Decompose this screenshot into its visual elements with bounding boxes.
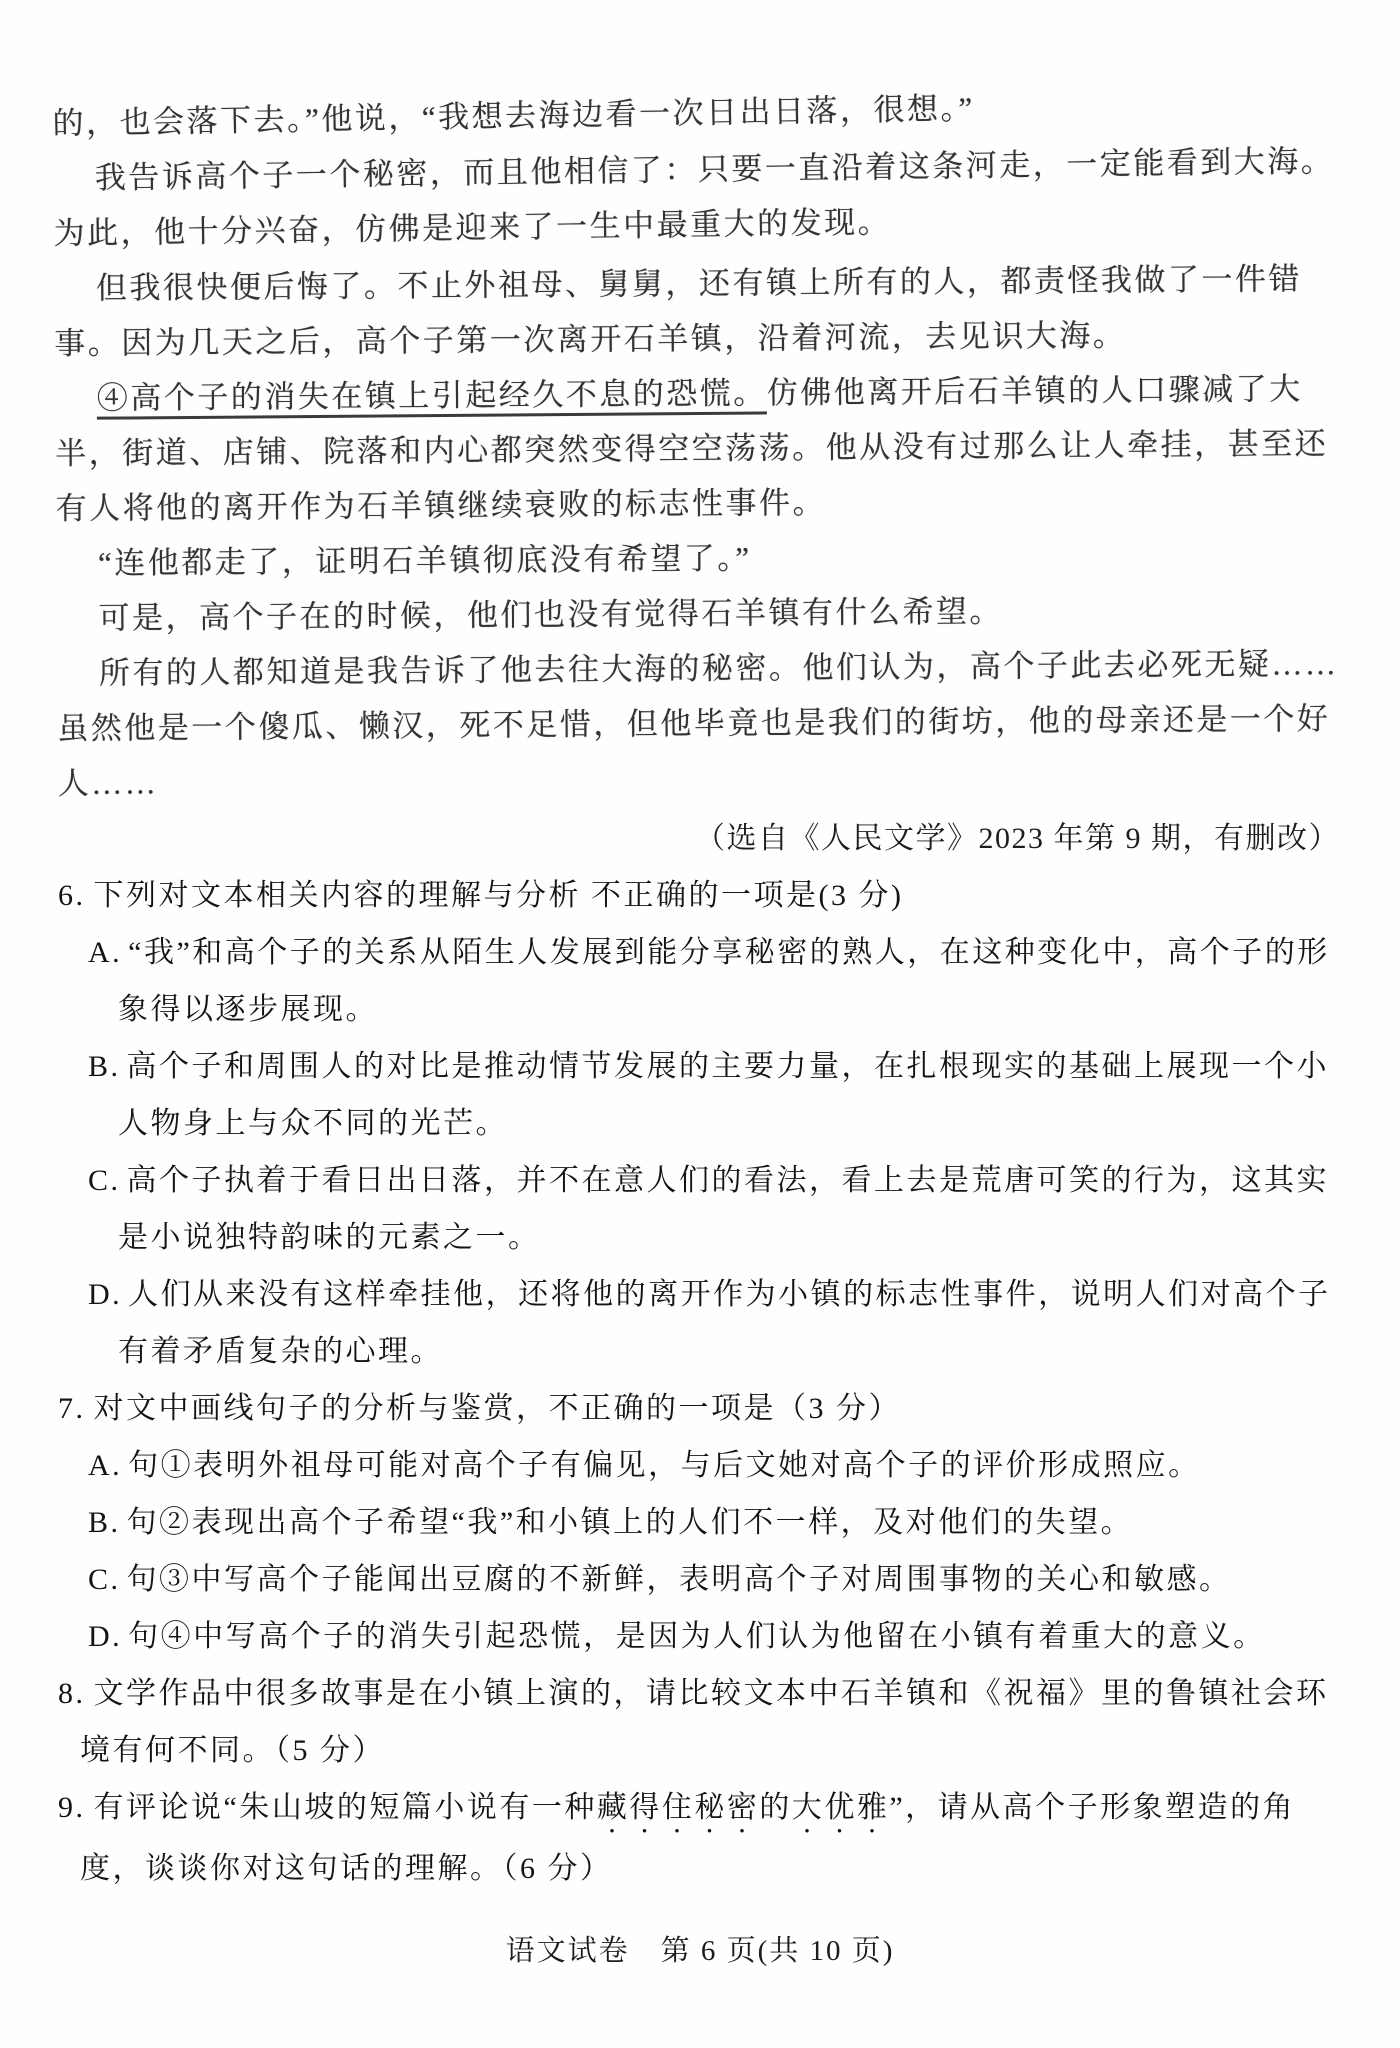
text-segment: ”，请从高个子形象塑造的角度，谈谈你对这句话的理解。（6 分） bbox=[80, 1791, 1296, 1885]
option-label: D. bbox=[88, 1620, 123, 1653]
options-list bbox=[88, 924, 1346, 1380]
passage-paragraph bbox=[56, 581, 1344, 646]
question-number: 7. bbox=[58, 1392, 86, 1425]
option-D bbox=[88, 1608, 1346, 1665]
text-segment: 的 bbox=[759, 1791, 792, 1824]
underlined-sentence: ④高个子的消失在镇上引起经久不息的恐慌。 bbox=[97, 375, 767, 419]
option-label: A. bbox=[88, 936, 123, 969]
question-stem bbox=[58, 867, 1346, 924]
option-text: 句③中写高个子能闻出豆腐的不新鲜，表明高个子对周围事物的关心和敏感。 bbox=[126, 1563, 1232, 1596]
text-segment: 所有的人都知道是我告诉了他去往大海的秘密。他们认为，高个子此去必死无疑……虽然他是一个傻瓜、懒汉，死不足惜，但他毕竟也是我们的街坊，他的母亲还是一个好人…… bbox=[57, 645, 1339, 802]
question-7 bbox=[58, 1380, 1346, 1665]
option-text: 句①表明外祖母可能对高个子有偏见，与后文她对高个子的评价形成照应。 bbox=[128, 1449, 1201, 1482]
text-segment: 对文中画线句子的分析与鉴赏，不正确的一项是（3 分） bbox=[93, 1392, 901, 1425]
option-text: 句②表现出高个子希望“我”和小镇上的人们不一样，及对他们的失望。 bbox=[126, 1506, 1134, 1539]
question-stem bbox=[58, 1665, 1346, 1779]
emphasized-phrase: 大优雅 bbox=[791, 1791, 890, 1824]
option-A bbox=[88, 1437, 1346, 1494]
options-list bbox=[88, 1437, 1346, 1665]
passage-paragraph bbox=[52, 133, 1341, 261]
text-segment: 我告诉高个子一个秘密，而且他相信了：只要一直沿着这条河走，一定能看到大海。为此，他十分兴奋，仿佛是迎来了一生中最重大的发现。 bbox=[53, 143, 1335, 252]
question-6 bbox=[58, 867, 1346, 1380]
option-C bbox=[88, 1152, 1346, 1266]
option-label: C. bbox=[88, 1563, 121, 1596]
option-B bbox=[88, 1494, 1346, 1551]
option-text: 高个子执着于看日出日落，并不在意人们的看法，看上去是荒唐可笑的行为，这其实是小说独特韵味的元素之一。 bbox=[118, 1164, 1330, 1254]
source-attribution: （选自《人民文学》2023 年第 9 期，有删改） bbox=[695, 822, 1340, 855]
passage-paragraph bbox=[57, 636, 1346, 811]
option-C bbox=[88, 1551, 1346, 1608]
option-text: 句④中写高个子的消失引起恐慌，是因为人们认为他留在小镇有着重大的意义。 bbox=[128, 1620, 1266, 1653]
option-label: B. bbox=[88, 1050, 121, 1083]
question-9 bbox=[58, 1779, 1346, 1897]
text-segment: 仿佛他离开后石羊镇的人口骤减了大半，街道、店铺、院落和内心都突然变得空空荡荡。他从没有过那么让人牵挂，甚至还有人将他的离开作为石羊镇继续衰败的标志性事件。 bbox=[55, 371, 1329, 527]
question-stem bbox=[58, 1380, 1346, 1437]
option-D bbox=[88, 1266, 1346, 1380]
option-B bbox=[88, 1038, 1346, 1152]
question-number: 6. bbox=[58, 879, 86, 912]
option-text: 高个子和周围人的对比是推动情节发展的主要力量，在扎根现实的基础上展现一个小人物身上与众不同的光芒。 bbox=[118, 1050, 1330, 1140]
text-segment: 下列对文本相关内容的理解与分析 不正确的一项是(3 分) bbox=[93, 879, 904, 912]
passage bbox=[52, 86, 1346, 811]
option-label: A. bbox=[88, 1449, 123, 1482]
questions bbox=[58, 867, 1346, 1897]
emphasized-phrase: 藏得住秘密 bbox=[596, 1791, 760, 1824]
text-segment: 可是，高个子在的时候，他们也没有觉得石羊镇有什么希望。 bbox=[98, 593, 1004, 636]
text-segment: “连他都走了，证明石羊镇彻底没有希望了。” bbox=[97, 540, 752, 581]
option-label: B. bbox=[88, 1506, 121, 1539]
text-segment: 文学作品中很多故事是在小镇上演的，请比较文本中石羊镇和《祝福》里的鲁镇社会环境有何不同。（5 分） bbox=[80, 1677, 1329, 1767]
text-segment: 的，也会落下去。”他说，“我想去海边看一次日出日落，很想。” bbox=[52, 90, 976, 142]
question-number: 9. bbox=[58, 1791, 86, 1824]
page-footer: 语文试卷 第 6 页(共 10 页) bbox=[505, 1935, 895, 1967]
text-segment: 但我很快便后悔了。不止外祖母、舅舅，还有镇上所有的人，都责怪我做了一件错事。因为几天之后，高个子第一次离开石羊镇，沿着河流，去见识大海。 bbox=[54, 261, 1302, 362]
passage-paragraph bbox=[54, 251, 1343, 371]
question-stem bbox=[58, 1779, 1346, 1897]
question-number: 8. bbox=[58, 1677, 86, 1710]
passage-paragraph bbox=[55, 361, 1344, 536]
text-segment: 有评论说“朱山坡的短篇小说有一种 bbox=[93, 1791, 597, 1824]
option-A bbox=[88, 924, 1346, 1038]
option-label: D. bbox=[88, 1278, 123, 1311]
question-8 bbox=[58, 1665, 1346, 1779]
option-text: 人们从来没有这样牵挂他，还将他的离开作为小镇的标志性事件，说明人们对高个子有着矛盾复杂的心理。 bbox=[118, 1278, 1331, 1368]
option-label: C. bbox=[88, 1164, 121, 1197]
passage-paragraph bbox=[56, 526, 1344, 591]
option-text: “我”和高个子的关系从陌生人发展到能分享秘密的熟人，在这种变化中，高个子的形象得以逐步展现。 bbox=[118, 936, 1330, 1026]
